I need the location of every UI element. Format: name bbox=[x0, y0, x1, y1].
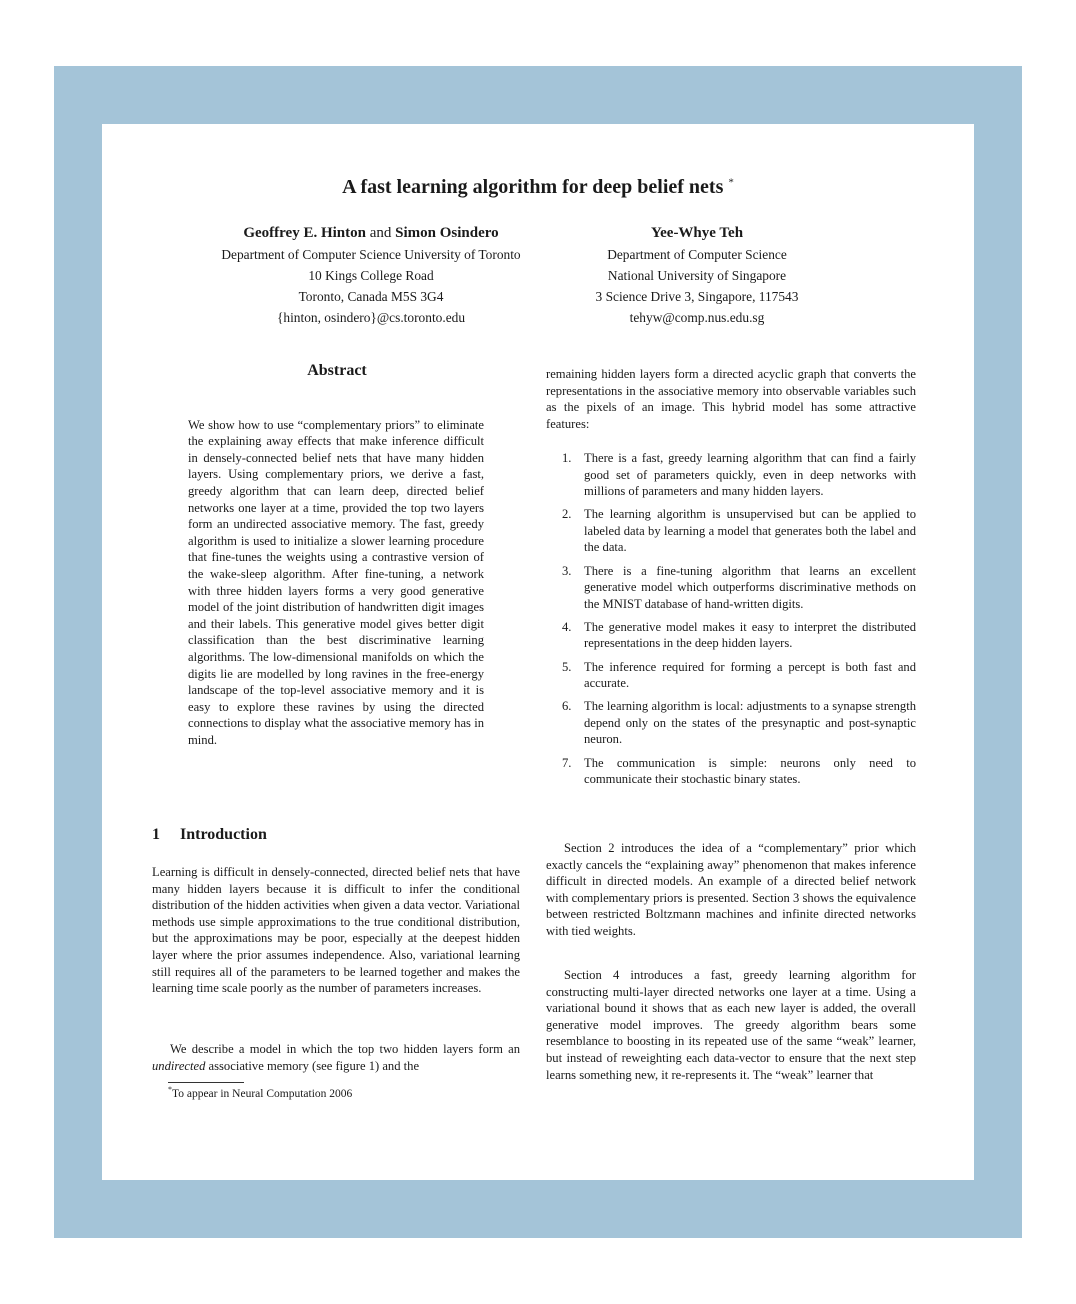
footnote-marker: * bbox=[168, 1085, 172, 1094]
affiliation-address: 3 Science Drive 3, Singapore, 117543 bbox=[595, 289, 799, 304]
author-hinton: Geoffrey E. Hinton bbox=[243, 225, 366, 241]
author-email: {hinton, osindero}@cs.toronto.edu bbox=[276, 310, 466, 325]
affiliation-dept: Department of Computer Science University of Toronto bbox=[221, 247, 521, 262]
author-conjunction: and bbox=[369, 225, 392, 241]
abstract-text: We show how to use “complementary priors” to eliminate the explaining away effects that make inference difficult in densely-connected belief nets that have many hidden layers. Using complementary priors, we derive a fast, greedy algorithm that can learn deep, directed belief networks one layer at a time, provided the top two layers form an undirected associative memory. The fast, greedy algorithm is used to initialize a slower learning procedure that fine-tunes the weights using a contrastive version of the wake-sleep algorithm. After fine-tuning, a network with three hidden layers forms a very good generative model of the joint distribution of handwritten digit images and their labels. This generative model gives better digit classification than the best discriminative learning algorithms. The low-dimensional manifolds on which the digits lie are modelled by long ravines in the free-energy landscape of the top-level associative memory and it is easy to explore these ravines by using the directed connections to display what the associative memory has in mind. bbox=[188, 417, 484, 747]
affiliation-institution: National University of Singapore bbox=[607, 268, 787, 283]
feature-list bbox=[558, 450, 916, 794]
section-heading-introduction bbox=[152, 826, 267, 844]
author-block-toronto bbox=[192, 222, 550, 328]
right-column-paragraph-2: Section 4 introduces a fast, greedy learning algorithm for constructing multi-layer directed networks one layer at a time. Using a variational bound it shows that as each new layer is added, the overall generative model improves. The greedy algorithm bears some resemblance to boosting in its repeated use of the same “weak” learner, but instead of reweighting each data-vector to ensure that the next step learns something new, it re-represents it. The “weak” learner that bbox=[546, 968, 916, 1082]
affiliation-dept: Department of Computer Science bbox=[607, 247, 787, 262]
paper-title: A fast learning algorithm for deep belief nets * bbox=[342, 176, 734, 198]
emphasis-undirected: undirected bbox=[152, 1058, 206, 1073]
intro-paragraph-2: We describe a model in which the top two hidden layers form an undirected associative memory (see figure 1) and the bbox=[152, 1042, 520, 1073]
author-names bbox=[192, 222, 550, 244]
right-column-paragraph-1: Section 2 introduces the idea of a “complementary” prior which exactly cancels the “explaining away” phenomenon that makes inference difficult in directed models. An example of a directed belief network with complementary priors is presented. Section 3 shows the equivalence between restricted Boltzmann machines and infinite directed networks with tied weights. bbox=[546, 841, 916, 938]
footnote-text: To appear in Neural Computation 2006 bbox=[172, 1087, 353, 1100]
author-email: tehyw@comp.nus.edu.sg bbox=[629, 310, 765, 325]
affiliation-address-1: 10 Kings College Road bbox=[308, 268, 434, 283]
title-footnote-marker: * bbox=[728, 176, 734, 189]
right-column-paragraph-0: remaining hidden layers form a directed acyclic graph that converts the representations in the associative memory into observable variables such as the pixels of an image. This hybrid model has some attractive features: bbox=[546, 367, 916, 431]
intro-paragraph-1: Learning is difficult in densely-connected, directed belief nets that have many hidden layers because it is difficult to infer the conditional distribution of the hidden activities when given a data vector. Variational methods use simple approximations to the true conditional distribution, but the approximations may be poor, especially at the deepest hidden layer where the prior assumes independence. Also, variational learning still requires all of the parameters to be learned together and makes the learning time scale poorly as the number of parameters increases. bbox=[152, 865, 520, 996]
list-item: 7. The communication is simple: neurons only need to communicate their stochastic binary states. bbox=[562, 755, 916, 787]
section-number: 1 bbox=[152, 826, 160, 843]
section-title: Introduction bbox=[180, 826, 267, 843]
list-item: 2. The learning algorithm is unsupervised but can be applied to labeled data by learning a model that generates both the label and the data. bbox=[562, 507, 916, 555]
author-osindero: Simon Osindero bbox=[395, 225, 499, 241]
author-teh: Yee-Whye Teh bbox=[650, 225, 744, 241]
list-item: 5. The inference required for forming a percept is both fast and accurate. bbox=[562, 659, 916, 691]
abstract-heading: Abstract bbox=[307, 362, 367, 379]
author-block-singapore bbox=[572, 222, 822, 328]
paper-page bbox=[102, 124, 974, 1180]
affiliation-address-2: Toronto, Canada M5S 3G4 bbox=[298, 289, 444, 304]
list-item: 1. There is a fast, greedy learning algorithm that can find a fairly good set of parameters quickly, even in deep networks with millions of parameters and many hidden layers. bbox=[562, 451, 916, 499]
list-item: 4. The generative model makes it easy to interpret the distributed representations in the deep hidden layers. bbox=[562, 619, 916, 651]
footnote-rule bbox=[168, 1082, 244, 1083]
list-item: 6. The learning algorithm is local: adjustments to a synapse strength depend only on the states of the presynaptic and post-synaptic neuron. bbox=[562, 699, 916, 747]
list-item: 3. There is a fine-tuning algorithm that learns an excellent generative model which outperforms discriminative methods on the MNIST database of hand-written digits. bbox=[562, 563, 916, 611]
footnote bbox=[168, 1085, 352, 1100]
